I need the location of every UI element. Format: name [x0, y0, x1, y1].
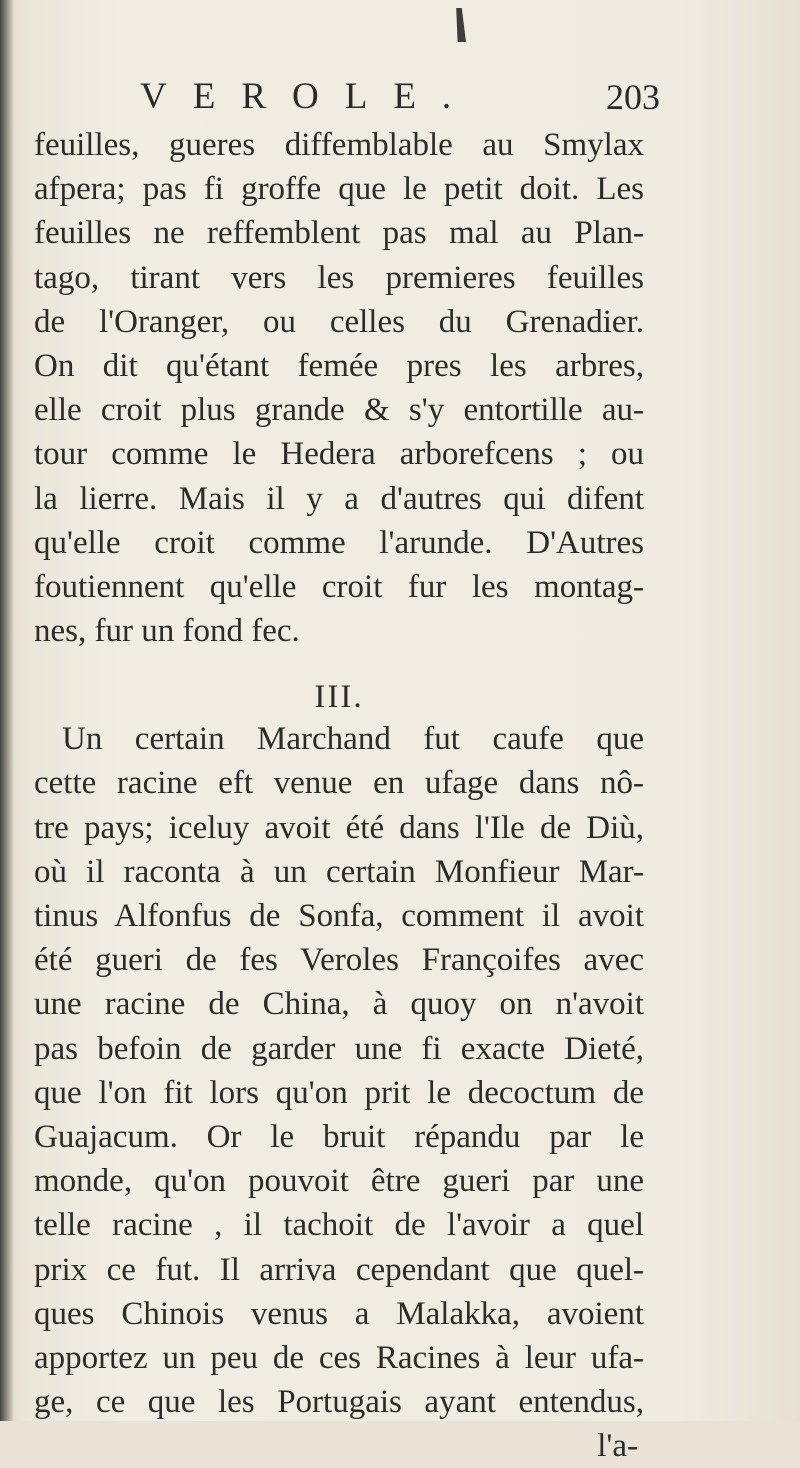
- text-line: telle racine , il tachoit de l'avoir a quel: [34, 1207, 644, 1244]
- text-line: pas befoin de garder une fi exacte Dieté,: [34, 1030, 644, 1067]
- text-line: la lierre. Mais il y a d'autres qui difent: [34, 480, 644, 517]
- catchword: l'a-: [597, 1428, 638, 1465]
- text-line: nes, fur un fond fec.: [34, 613, 300, 650]
- text-line: feuilles ne reffemblent pas mal au Plan-: [34, 215, 644, 252]
- text-line: qu'elle croit comme l'arunde. D'Autres: [34, 524, 644, 561]
- page-header: [140, 72, 660, 122]
- text-line: Un certain Marchand fut caufe que: [62, 721, 644, 758]
- text-line: de l'Oranger, ou celles du Grenadier.: [34, 303, 644, 340]
- text-line: ques Chinois venus a Malakka, avoient: [34, 1295, 644, 1332]
- text-line: elle croit plus grande & s'y entortille au-: [34, 392, 644, 429]
- text-line: prix ce fut. Il arriva cependant que quel-: [34, 1251, 644, 1288]
- text-line: tre pays; iceluy avoit été dans l'Ile de Diù,: [34, 809, 644, 846]
- text-line: feuilles, gueres diffemblable au Smylax: [34, 127, 644, 163]
- body-text: [34, 123, 644, 1465]
- text-line: cette racine eft venue en ufage dans nô-: [34, 765, 644, 802]
- text-line: apportez un peu de ces Racines à leur ufa-: [34, 1339, 644, 1376]
- text-line: On dit qu'étant femée pres les arbres,: [34, 347, 644, 384]
- text-line: foutiennent qu'elle croit fur les montag-: [34, 568, 644, 605]
- running-title: VEROLE.: [140, 76, 478, 117]
- text-line: tour comme le Hedera arborefcens ; ou: [34, 436, 644, 473]
- ink-mark: [452, 8, 466, 42]
- page-number: 203: [606, 77, 660, 117]
- text-line: que l'on fit lors qu'on prit le decoctum de: [34, 1074, 644, 1111]
- text-line: Guajacum. Or le bruit répandu par le: [34, 1118, 644, 1155]
- text-line: afpera; pas fi groffe que le petit doit. Les: [34, 171, 644, 208]
- text-line: été gueri de fes Veroles Françoifes avec: [34, 942, 644, 979]
- section-heading: III.: [314, 679, 364, 716]
- text-line: ge, ce que les Portugais ayant entendus,: [34, 1384, 644, 1421]
- text-line: une racine de China, à quoy on n'avoit: [34, 986, 644, 1023]
- text-line: tinus Alfonfus de Sonfa, comment il avoit: [34, 898, 644, 934]
- text-line: tago, tirant vers les premieres feuilles: [34, 259, 644, 296]
- text-line: monde, qu'on pouvoit être gueri par une: [34, 1163, 644, 1200]
- text-line: où il raconta à un certain Monfieur Mar-: [34, 853, 644, 890]
